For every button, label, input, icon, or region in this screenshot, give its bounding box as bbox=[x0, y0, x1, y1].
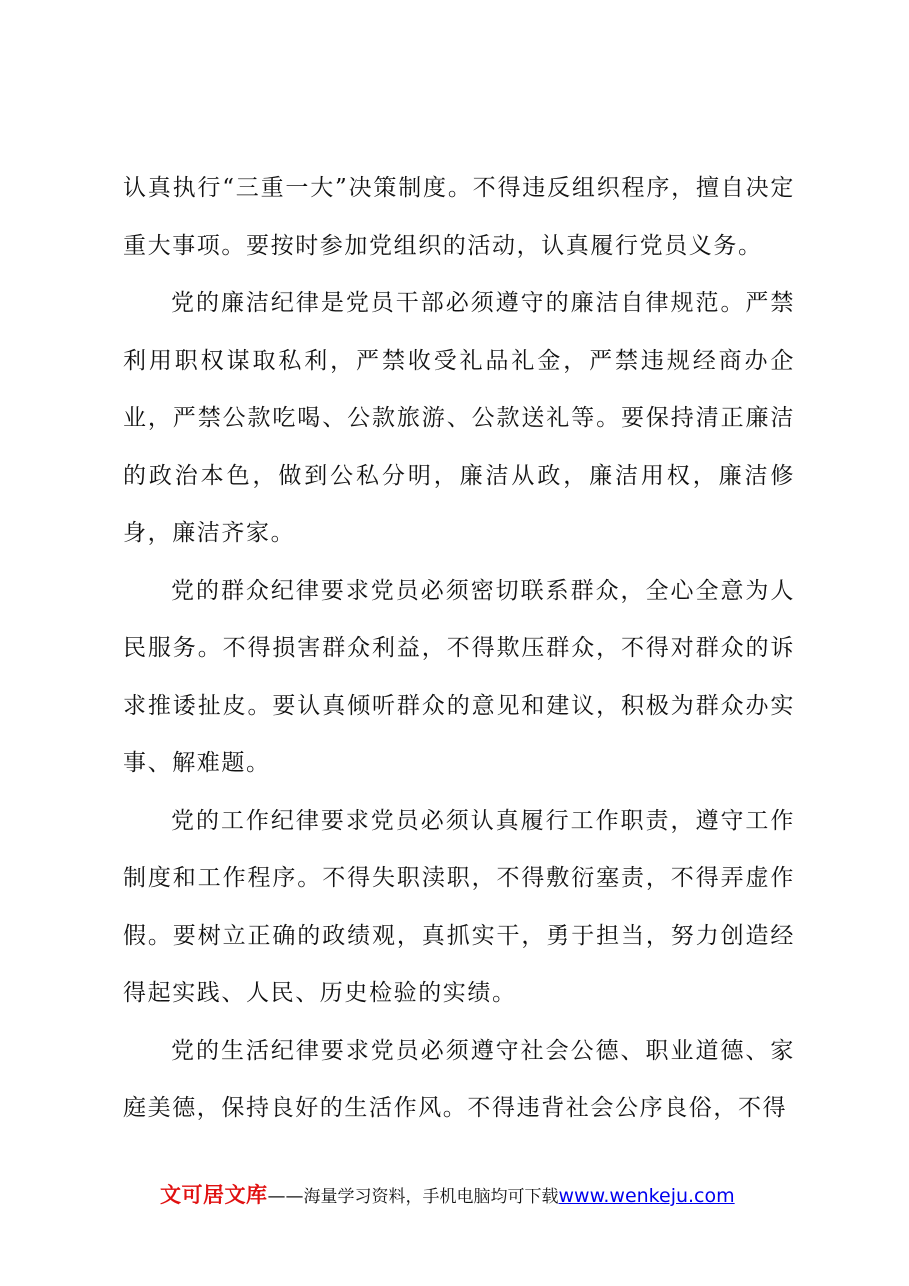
footer-slogan: 海量学习资料，手机电脑均可下载 bbox=[303, 1187, 559, 1207]
footer-separator: —— bbox=[267, 1186, 304, 1207]
footer-banner bbox=[160, 1181, 735, 1211]
paragraph-mass-discipline: 党的群众纪律要求党员必须密切联系群众，全心全意为人民服务。不得损害群众利益，不得欺压群众，不得对群众的诉求推诿扯皮。要认真倾听群众的意见和建议，积极为群众办实事、解难题。 bbox=[123, 577, 795, 776]
paragraph-integrity-discipline: 党的廉洁纪律是党员干部必须遵守的廉洁自律规范。严禁利用职权谋取私利，严禁收受礼品礼金，严禁违规经商办企业，严禁公款吃喝、公款旅游、公款送礼等。要保持清正廉洁的政治本色，做到公私分明，廉洁从政，廉洁用权，廉洁修身，廉洁齐家。 bbox=[123, 290, 795, 546]
document-body bbox=[123, 160, 795, 1138]
paragraph-continuation: 认真执行“三重一大”决策制度。不得违反组织程序，擅自决定重大事项。要按时参加党组织的活动，认真履行党员义务。 bbox=[123, 175, 795, 259]
paragraph-work-discipline: 党的工作纪律要求党员必须认真履行工作职责，遵守工作制度和工作程序。不得失职渎职，不得敷衍塞责，不得弄虚作假。要树立正确的政绩观，真抓实干，勇于担当，努力创造经得起实践、人民、历史检验的实绩。 bbox=[123, 807, 795, 1006]
paragraph-life-discipline: 党的生活纪律要求党员必须遵守社会公德、职业道德、家庭美德，保持良好的生活作风。不得违背社会公序良俗，不得 bbox=[123, 1037, 795, 1121]
footer-website-link[interactable]: www.wenkeju.com bbox=[558, 1185, 735, 1207]
footer-brand: 文可居文库 bbox=[160, 1183, 268, 1207]
